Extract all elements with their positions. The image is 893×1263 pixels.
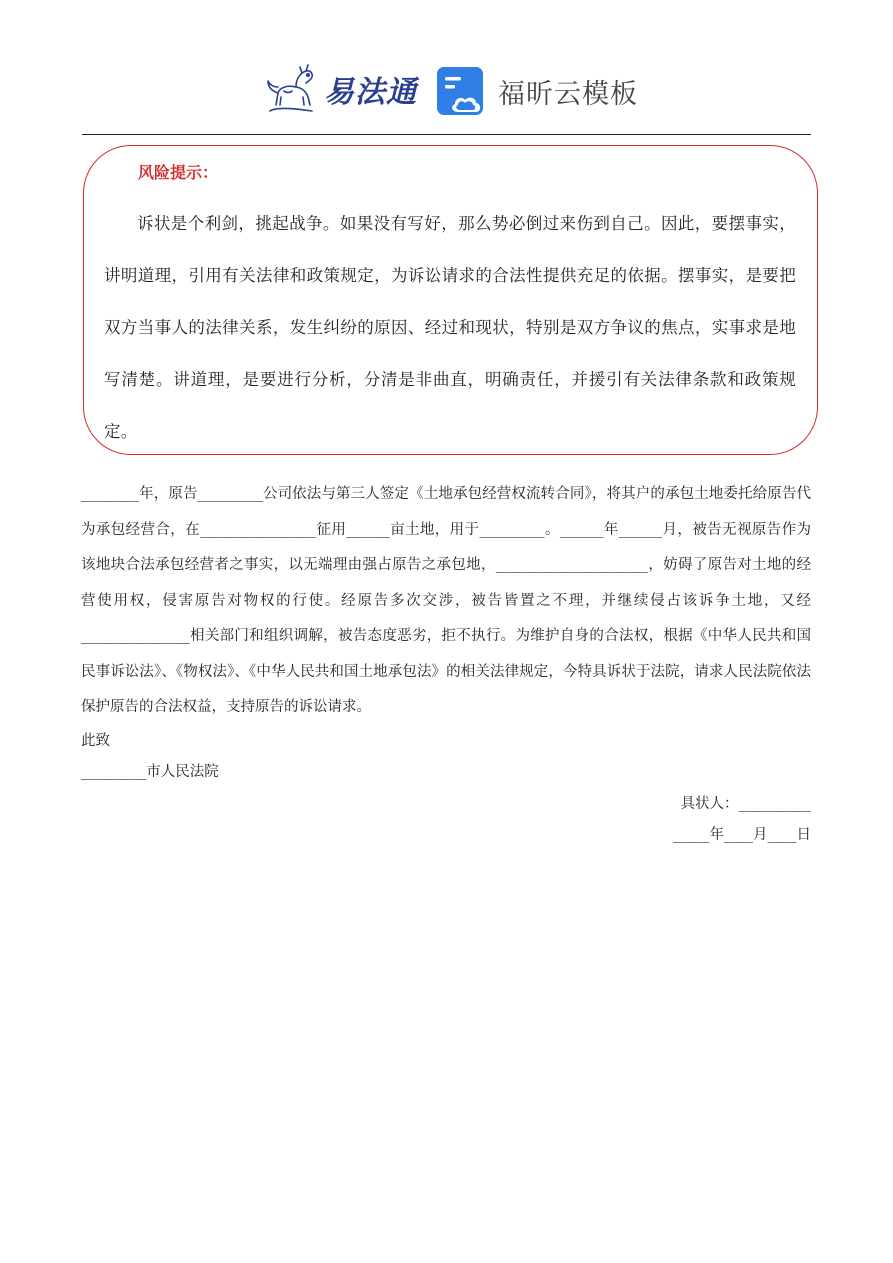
risk-notice-body: 诉状是个利剑，挑起战争。如果没有写好，那么势必倒过来伤到自己。因此，要摆事实，讲明道理，引用有关法律和政策规定，为诉讼请求的合法性提供充足的依据。摆事实，是要把双方当事人的法律关系，发生纠纷的原因、经过和现状，特别是双方争议的焦点，实事求是地写清楚。讲道理，是要进行分析，分清是非曲直，明确责任，并援引有关法律条款和政策规定。 [104,214,796,441]
cloud-document-icon [436,66,486,116]
risk-notice-title: 风险提示： [138,163,219,182]
salutation: 此致 [81,732,110,749]
yifatong-text: 易法通 [324,75,417,110]
qilin-icon [262,61,320,117]
date-line: _____年____月____日 [673,827,811,843]
complaint-document [81,477,811,852]
yifatong-logo [262,60,417,118]
foxit-logo [436,66,638,116]
signer-line: 具状人：__________ [680,795,811,812]
risk-notice-box [83,145,818,455]
foxit-template-text: 福昕云模板 [498,78,638,110]
page-header [0,58,893,124]
header-divider [82,134,811,135]
complaint-body: ________年，原告_________公司依法与第三人签定《土地承包经营权流转合同》，将其户的承包土地委托给原告代为承包经营合，在________________征用______亩土地，用于_________。______年______月，被告无视原告作为该地块合法承包经营者之事实，以无端理由强占原告之承包地，_____________________，妨碍了原告对土地的经营使用权，侵害原告对物权的行使。经原告多次交涉，被告皆置之不理，并继续侵占该诉争土地，又经_______________相关部门和组织调解，被告态度恶劣，拒不执行。为维护自身的合法权，根据《中华人民共和国民事诉讼法》、《物权法》、《中华人民共和国土地承包法》的相关法律规定，今特具诉状于法院，请求人民法院依法保护原告的合法权益，支持原告的诉讼请求。 [81,486,811,715]
court-name: _________市人民法院 [81,764,219,780]
